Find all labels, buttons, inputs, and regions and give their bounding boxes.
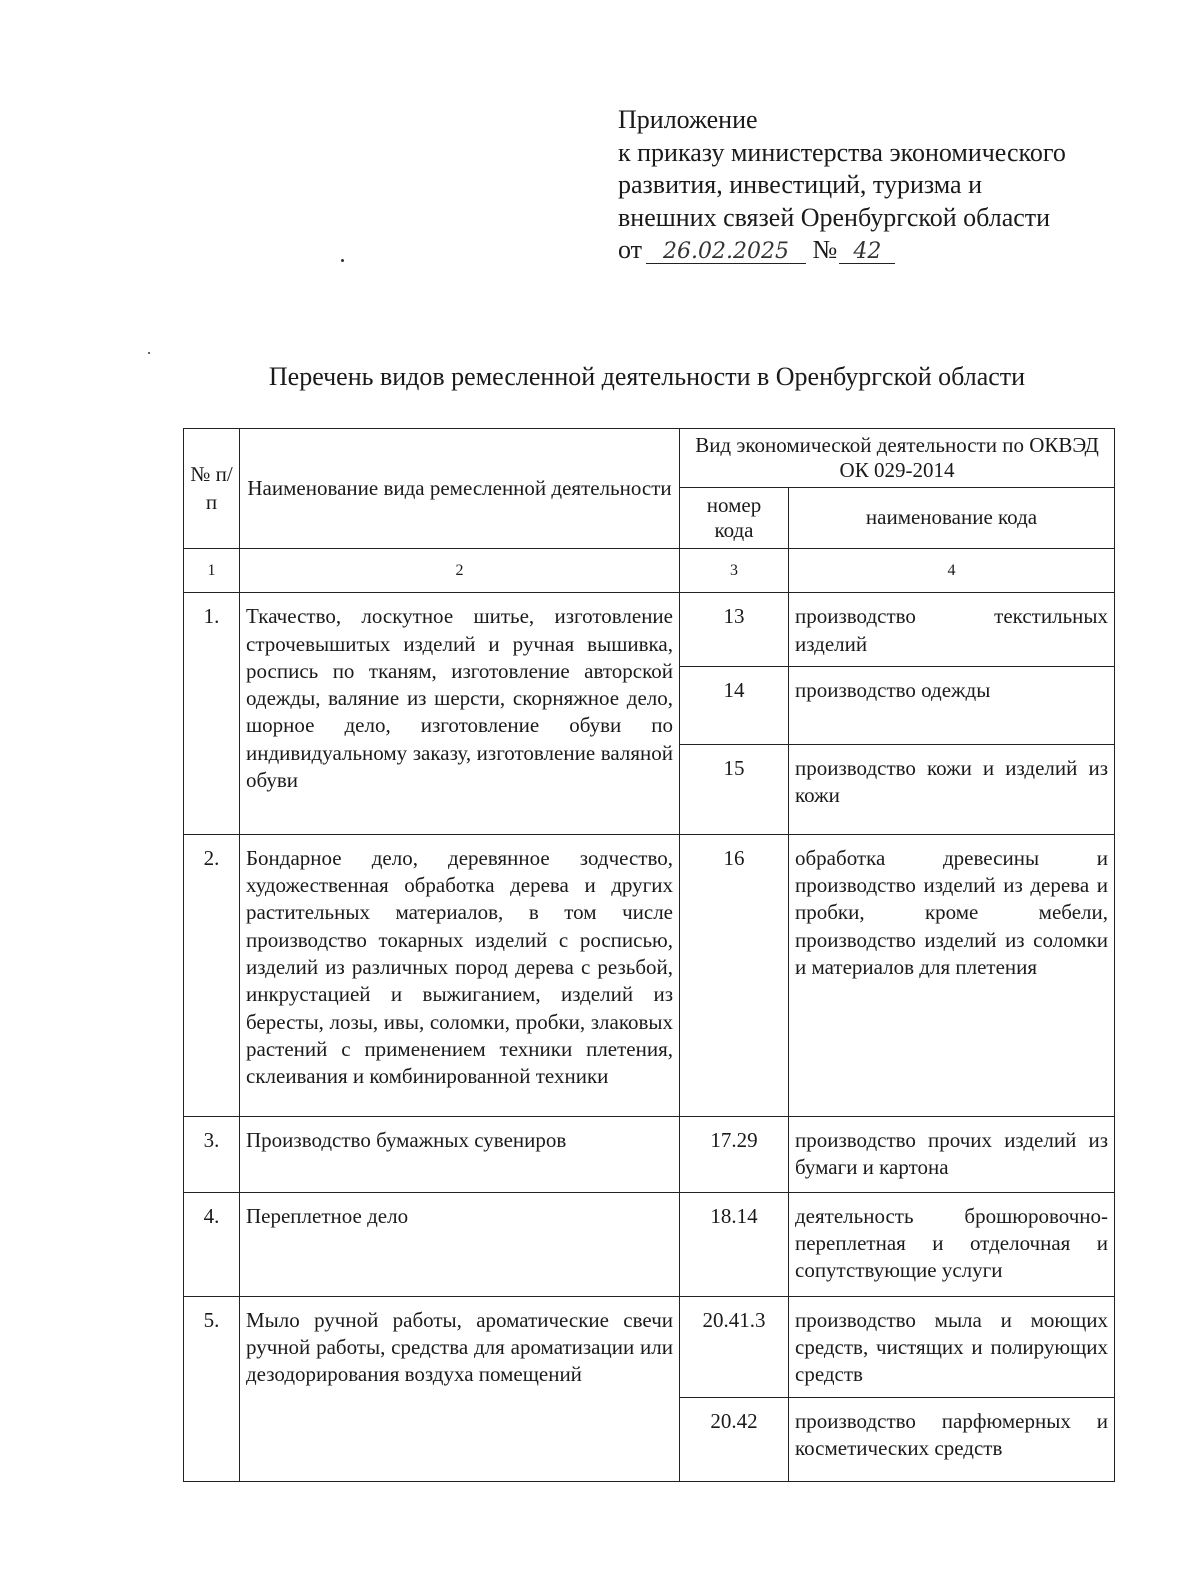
craft-name: Мыло ручной работы, ароматические свечи ручной работы, средства для ароматизации или дезодорирования воздуха помещений [240, 1296, 680, 1481]
header-num: № п/п [184, 429, 240, 549]
craft-name: Ткачество, лоскутное шитье, изготовление строчевышитых изделий и ручная вышивка, роспись по тканям, изготовление авторской одежды, валяние из шерсти, скорняжное дело, шорное дело, изготовление обуви по индивидуальному заказу, изготовление валяной обуви [240, 593, 680, 835]
okved-code-name: производство кожи и изделий из кожи [789, 744, 1115, 834]
okved-code-name: производство парфюмерных и косметических средств [789, 1397, 1115, 1481]
okved-code: 13 [680, 593, 789, 667]
okved-code-name: производство мыла и моющих средств, чистящих и полирующих средств [789, 1296, 1115, 1397]
header-code-number: номер кода [680, 488, 789, 549]
okved-code: 20.42 [680, 1397, 789, 1481]
column-number: 1 [184, 549, 240, 593]
column-number: 2 [240, 549, 680, 593]
from-label: от [618, 235, 643, 264]
document-title: Перечень видов ремесленной деятельности в Оренбургской области [268, 362, 1026, 391]
okved-code-name: производство прочих изделий из бумаги и картона [789, 1116, 1115, 1192]
okved-code-name: обработка древесины и производство изделий из дерева и пробки, кроме мебели, производство изделий из соломки и материалов для плетения [789, 834, 1115, 1116]
row-number: 1. [184, 593, 240, 835]
header-okved-group: Вид экономической деятельности по ОКВЭД ОК 029-2014 [680, 429, 1115, 488]
row-number: 4. [184, 1192, 240, 1296]
table-row [184, 1192, 1115, 1296]
appendix-date-line [618, 234, 1066, 267]
crafts-table [183, 428, 1115, 1482]
appendix-line-1: Приложение [618, 105, 758, 134]
column-number: 3 [680, 549, 789, 593]
appendix-block [618, 104, 1066, 267]
row-number: 5. [184, 1296, 240, 1481]
column-number: 4 [789, 549, 1115, 593]
okved-code: 16 [680, 834, 789, 1116]
header-name: Наименование вида ремесленной деятельности [240, 429, 680, 549]
appendix-line-4: внешних связей Оренбургской области [618, 202, 1051, 232]
table-row [184, 1116, 1115, 1192]
appendix-line-3: развития, инвестиций, туризма и [618, 170, 982, 199]
craft-name: Бондарное дело, деревянное зодчество, художественная обработка дерева и других растительных материалов, в том числе производство токарных изделий с росписью, изделий из различных пород дерева с резьбой, инкрустацией и выжиганием, изделий из бересты, лозы, ивы, соломки, пробки, злаковых растений с применением техники плетения, склеивания и комбинированной техники [240, 834, 680, 1116]
craft-name: Производство бумажных сувениров [240, 1116, 680, 1192]
column-number-row [184, 549, 1115, 593]
row-number: 3. [184, 1116, 240, 1192]
scan-speck [148, 352, 150, 354]
table-row [184, 1296, 1115, 1397]
scan-speck [341, 259, 344, 262]
appendix-line-2: к приказу министерства экономического [618, 137, 1066, 167]
okved-code: 18.14 [680, 1192, 789, 1296]
okved-code-name: производство одежды [789, 666, 1115, 744]
header-code-name: наименование кода [789, 488, 1115, 549]
craft-name: Переплетное дело [240, 1192, 680, 1296]
okved-code-name: производство текстильных изделий [789, 593, 1115, 667]
table-row [184, 593, 1115, 667]
number-label: № [812, 235, 838, 264]
handwritten-date: 26.02.2025 [646, 241, 806, 264]
table-row [184, 834, 1115, 1116]
row-number: 2. [184, 834, 240, 1116]
okved-code: 17.29 [680, 1116, 789, 1192]
handwritten-number: 42 [839, 241, 895, 264]
okved-code-name: деятельность брошюровочно-переплетная и отделочная и сопутствующие услуги [789, 1192, 1115, 1296]
okved-code: 14 [680, 666, 789, 744]
okved-code: 15 [680, 744, 789, 834]
okved-code: 20.41.3 [680, 1296, 789, 1397]
